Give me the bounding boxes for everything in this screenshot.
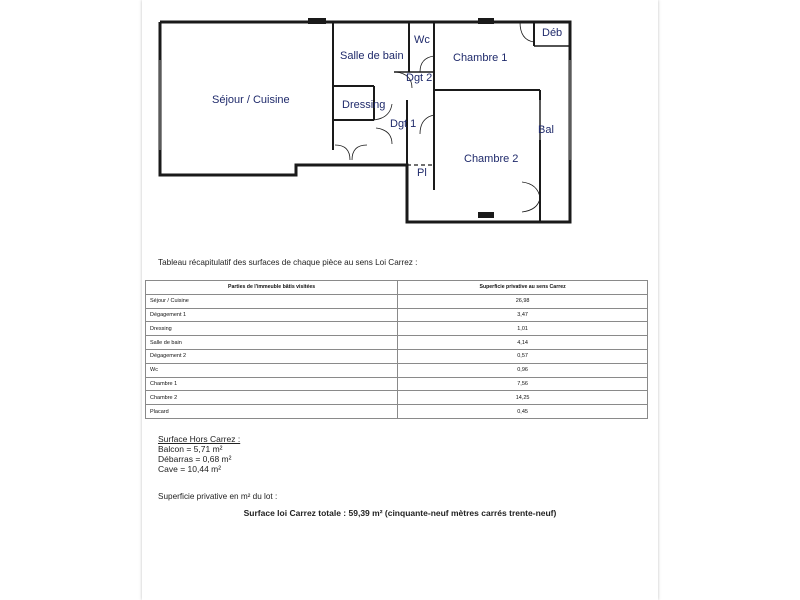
cell-value: 0,45 xyxy=(398,405,648,419)
header-room: Parties de l'immeuble bâtis visitées xyxy=(146,281,398,295)
cell-value: 14,25 xyxy=(398,391,648,405)
table-row xyxy=(146,377,648,391)
table-row xyxy=(146,363,648,377)
room-label-wc: Wc xyxy=(414,34,430,46)
cell-room: Séjour / Cuisine xyxy=(146,294,398,308)
cell-room: Chambre 1 xyxy=(146,377,398,391)
table-row xyxy=(146,336,648,350)
cell-value: 7,56 xyxy=(398,377,648,391)
table-row xyxy=(146,405,648,419)
cell-room: Placard xyxy=(146,405,398,419)
room-label-dressing: Dressing xyxy=(342,99,386,111)
cell-room: Chambre 2 xyxy=(146,391,398,405)
cell-value: 4,14 xyxy=(398,336,648,350)
hors-carrez-block xyxy=(158,434,240,474)
cell-value: 0,57 xyxy=(398,349,648,363)
total-surface: Surface loi Carrez totale : 59,39 m² (cinquante-neuf mètres carrés trente-neuf) xyxy=(243,508,557,518)
surface-table xyxy=(145,280,648,419)
cell-room: Dégagement 1 xyxy=(146,308,398,322)
room-label-sdb: Salle de bain xyxy=(340,50,404,62)
cell-room: Dégagement 2 xyxy=(146,349,398,363)
room-label-chambre1: Chambre 1 xyxy=(453,52,508,64)
cell-value: 26,98 xyxy=(398,294,648,308)
room-label-bal: Bal xyxy=(538,124,554,136)
room-label-dgt1: Dgt 1 xyxy=(390,118,417,130)
cell-room: Dressing xyxy=(146,322,398,336)
room-label-pl: Pl xyxy=(417,167,427,179)
cell-value: 0,96 xyxy=(398,363,648,377)
room-label-dgt2: Dgt 2 xyxy=(406,72,433,84)
table-row xyxy=(146,294,648,308)
radiator xyxy=(308,18,326,24)
table-row xyxy=(146,349,648,363)
table-row xyxy=(146,391,648,405)
radiator xyxy=(478,18,494,24)
room-label-sejour: Séjour / Cuisine xyxy=(212,94,290,106)
header-surface: Superficie privative au sens Carrez xyxy=(398,281,648,295)
room-label-deb: Déb xyxy=(542,27,563,39)
cell-value: 1,01 xyxy=(398,322,648,336)
radiator xyxy=(478,212,494,218)
table-intro: Tableau récapitulatif des surfaces de chaque pièce au sens Loi Carrez : xyxy=(158,258,418,267)
table-header-row xyxy=(146,281,648,295)
table-row xyxy=(146,322,648,336)
cell-room: Wc xyxy=(146,363,398,377)
cell-room: Salle de bain xyxy=(146,336,398,350)
hors-carrez-line: Balcon = 5,71 m² xyxy=(158,444,223,454)
cell-value: 3,47 xyxy=(398,308,648,322)
privative-label: Superficie privative en m² du lot : xyxy=(158,492,278,501)
room-label-chambre2: Chambre 2 xyxy=(464,153,519,165)
table-row xyxy=(146,308,648,322)
hors-carrez-title: Surface Hors Carrez : xyxy=(158,434,241,444)
hors-carrez-line: Cave = 10,44 m² xyxy=(158,464,222,474)
hors-carrez-line: Débarras = 0,68 m² xyxy=(158,454,232,464)
